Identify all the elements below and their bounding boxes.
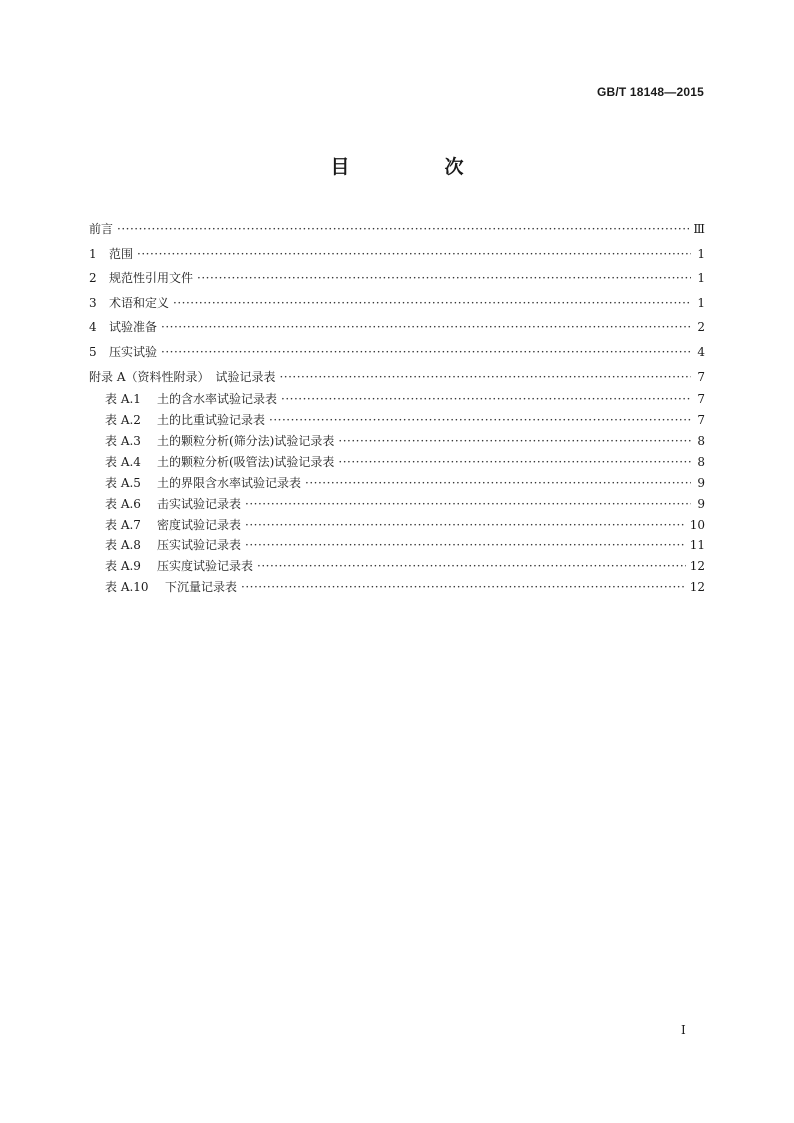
toc-sub-entry-label: 土的颗粒分析(筛分法)试验记录表 [157, 433, 335, 448]
toc-entry-label: 术语和定义 [109, 295, 170, 310]
toc-entry-page: 4 [697, 344, 705, 359]
dot-leader [197, 266, 691, 291]
toc-sub-entry-page: 8 [697, 433, 705, 448]
toc-sub-entry-number: 表 A.9 [105, 559, 141, 574]
toc-sub-entry-page: 12 [689, 559, 705, 574]
toc-entry-scope[interactable] [89, 242, 705, 267]
toc-entry-page: 1 [697, 271, 705, 286]
toc-entry-page: Ⅲ [693, 222, 705, 236]
toc-sub-entry-label: 土的界限含水率试验记录表 [157, 475, 302, 490]
dot-leader [241, 577, 686, 598]
toc-sub-entry-label: 密度试验记录表 [157, 517, 242, 532]
toc-sub-entry[interactable] [89, 556, 705, 577]
toc-sub-entry-number: 表 A.10 [105, 580, 149, 595]
toc-sub-entry[interactable] [89, 410, 705, 431]
table-of-contents [89, 217, 705, 598]
dot-leader [245, 535, 686, 556]
dot-leader [281, 389, 691, 410]
toc-entry-normative-references[interactable] [89, 266, 705, 291]
dot-leader [161, 340, 691, 365]
toc-entry-terms-definitions[interactable] [89, 291, 705, 316]
toc-sub-entry-label: 土的比重试验记录表 [157, 413, 266, 428]
dot-leader [305, 473, 691, 494]
toc-entry-foreword[interactable] [89, 217, 705, 242]
toc-sub-entry-page: 7 [697, 413, 705, 428]
toc-entry-annex-a[interactable] [89, 365, 705, 390]
toc-entry-test-preparation[interactable] [89, 315, 705, 340]
toc-entry-label: 前言 [89, 222, 114, 236]
page-title: 目 次 [330, 156, 502, 178]
dot-leader [161, 315, 691, 340]
toc-sub-entry-number: 表 A.3 [105, 433, 141, 448]
dot-leader [269, 410, 691, 431]
toc-entry-number: 5 [89, 344, 97, 359]
toc-sub-entry-label: 击实试验记录表 [157, 496, 242, 511]
toc-entry-label: 规范性引用文件 [109, 271, 194, 286]
toc-entry-number: 4 [89, 320, 97, 335]
toc-entry-compaction-test[interactable] [89, 340, 705, 365]
toc-sub-entry[interactable] [89, 535, 705, 556]
toc-sub-entry-page: 10 [689, 517, 705, 532]
toc-sub-entry-page: 9 [697, 475, 705, 490]
toc-sub-entry-number: 表 A.1 [105, 392, 141, 407]
toc-entry-number: 2 [89, 271, 97, 286]
dot-leader [245, 515, 686, 536]
toc-entry-label: 范围 [109, 246, 134, 261]
toc-sub-entry-number: 表 A.4 [105, 454, 141, 469]
dot-leader [338, 431, 691, 452]
dot-leader [173, 291, 691, 316]
toc-entry-number: 3 [89, 295, 97, 310]
dot-leader [338, 452, 691, 473]
toc-sub-entry[interactable] [89, 494, 705, 515]
toc-entry-label: 压实试验 [109, 344, 158, 359]
toc-sub-entry-label: 压实试验记录表 [157, 538, 242, 553]
toc-sub-entry[interactable] [89, 473, 705, 494]
toc-sub-entry[interactable] [89, 431, 705, 452]
toc-sub-entry[interactable] [89, 577, 705, 598]
dot-leader [279, 365, 691, 390]
toc-sub-entry-label: 下沉量记录表 [165, 580, 238, 595]
toc-entry-page: 2 [697, 320, 705, 335]
standard-number: GB/T 18148—2015 [596, 85, 704, 99]
toc-sub-entry[interactable] [89, 515, 705, 536]
toc-sub-entry-label: 压实度试验记录表 [157, 559, 254, 574]
toc-entry-page: 1 [697, 246, 705, 261]
toc-sub-entry-label: 土的含水率试验记录表 [157, 392, 278, 407]
toc-sub-entry-number: 表 A.7 [105, 517, 141, 532]
toc-sub-entry[interactable] [89, 452, 705, 473]
toc-sub-entry-number: 表 A.2 [105, 413, 141, 428]
toc-entry-label: 试验准备 [109, 320, 158, 335]
toc-sub-entry-number: 表 A.8 [105, 538, 141, 553]
toc-sub-entry-page: 7 [697, 392, 705, 407]
toc-sub-entry-number: 表 A.6 [105, 496, 141, 511]
toc-sub-entry[interactable] [89, 389, 705, 410]
toc-entry-label: 附录 A（资料性附录） 试验记录表 [89, 369, 276, 384]
dot-leader [137, 242, 691, 267]
toc-sub-entry-page: 9 [697, 496, 705, 511]
toc-sub-entry-label: 土的颗粒分析(吸管法)试验记录表 [157, 454, 335, 469]
toc-sub-entry-number: 表 A.5 [105, 475, 141, 490]
toc-sub-entry-page: 12 [689, 580, 705, 595]
toc-entry-page: 1 [697, 295, 705, 310]
toc-entry-number: 1 [89, 246, 97, 261]
toc-sub-entry-page: 11 [689, 538, 705, 553]
toc-sub-entry-page: 8 [697, 454, 705, 469]
toc-entry-page: 7 [697, 369, 705, 384]
dot-leader [245, 494, 691, 515]
dot-leader [117, 217, 689, 242]
dot-leader [257, 556, 686, 577]
page-number: I [681, 1023, 686, 1037]
